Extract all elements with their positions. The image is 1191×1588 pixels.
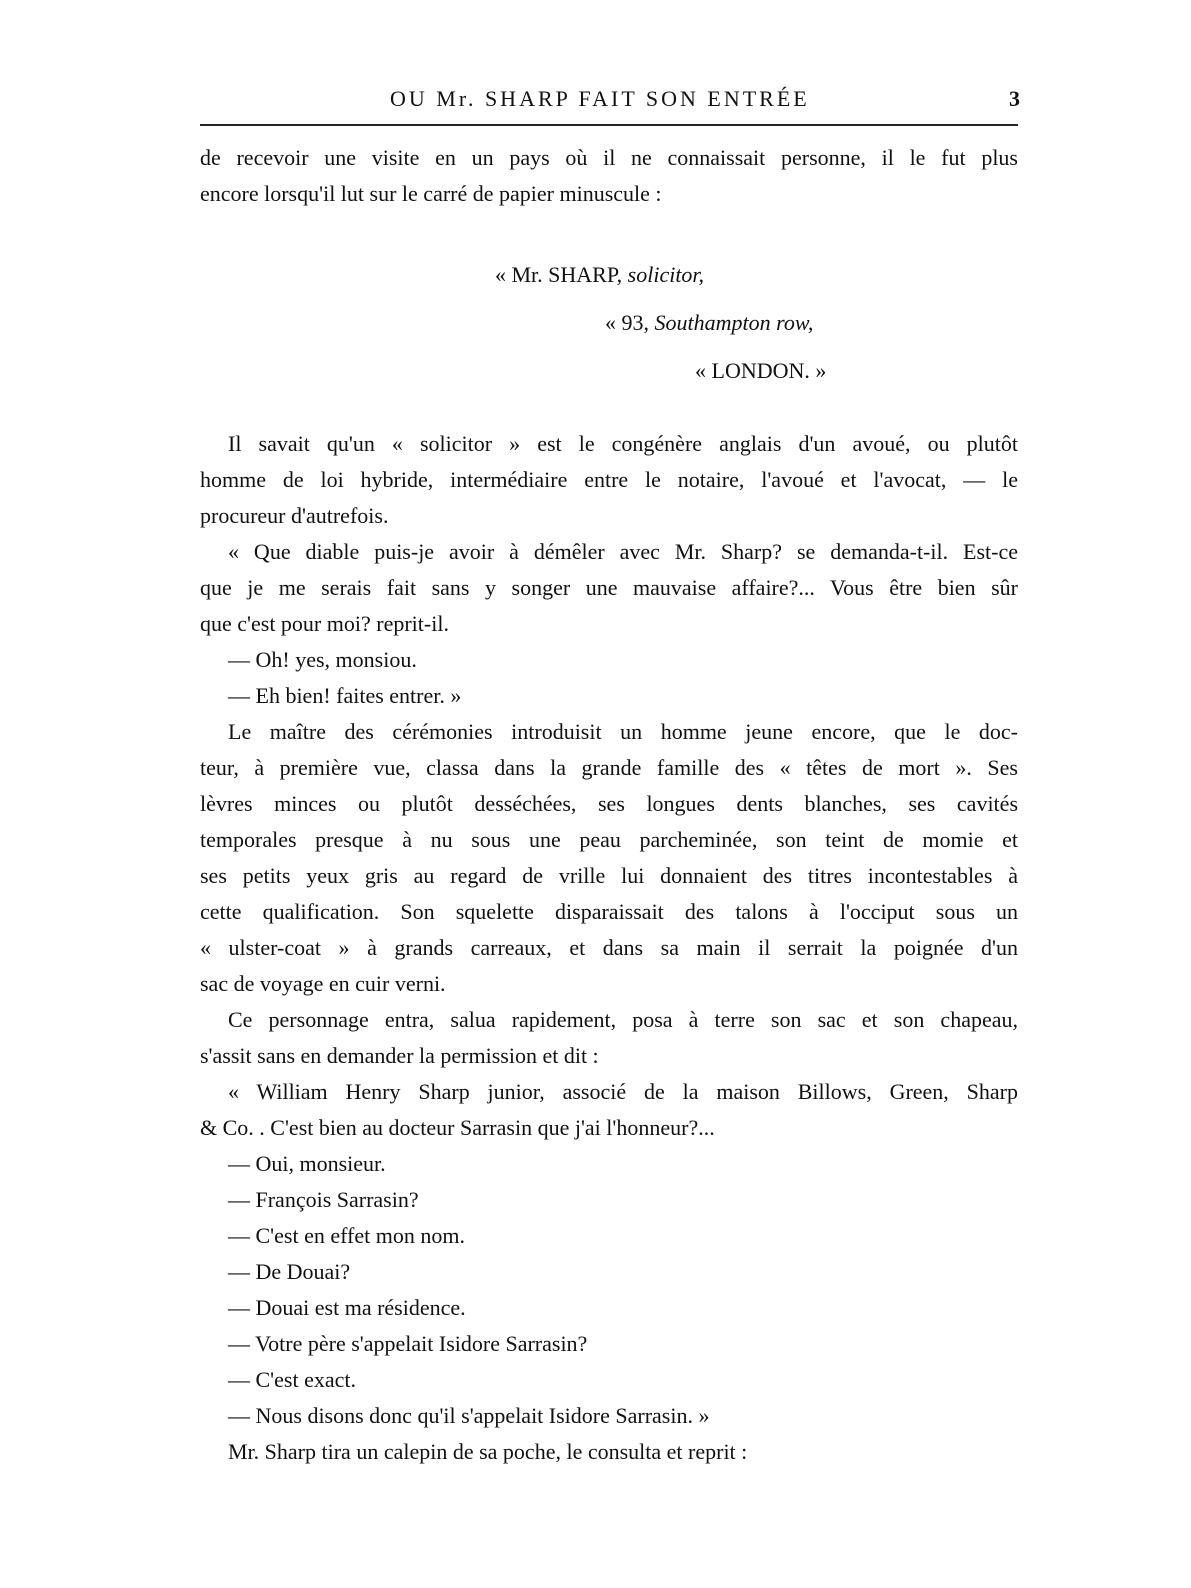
text-line: — C'est exact. xyxy=(228,1367,356,1392)
text-line: & Co. . C'est bien au docteur Sarrasin que j'ai l'honneur?... xyxy=(200,1115,715,1140)
card-name: « Mr. SHARP, xyxy=(495,262,623,287)
text-line: « Que diable puis-je avoir à démêler avec Mr. Sharp? se demanda-t-il. Est-ce xyxy=(228,539,1018,564)
text-line: — C'est en effet mon nom. xyxy=(228,1223,465,1248)
text-line: que je me serais fait sans y songer une mauvaise affaire?... Vous être bien sûr xyxy=(200,575,1018,600)
running-header xyxy=(200,82,1020,122)
text-line: que c'est pour moi? reprit-il. xyxy=(200,611,449,636)
text-line: ses petits yeux gris au regard de vrille lui donnaient des titres incontestables à xyxy=(200,863,1018,888)
text-line: temporales presque à nu sous une peau parcheminée, son teint de momie et xyxy=(200,827,1018,852)
card-city: « LONDON. » xyxy=(695,358,827,383)
text-line: lèvres minces ou plutôt desséchées, ses longues dents blanches, ses cavités xyxy=(200,791,1018,816)
text-line: « ulster-coat » à grands carreaux, et dans sa main il serrait la poignée d'un xyxy=(200,935,1018,960)
text-line: Le maître des cérémonies introduisit un homme jeune encore, que le doc- xyxy=(228,719,1018,744)
text-line: — Eh bien! faites entrer. » xyxy=(228,683,462,708)
card-number: « 93, xyxy=(605,310,649,335)
text-line: « William Henry Sharp junior, associé de la maison Billows, Green, Sharp xyxy=(228,1079,1018,1104)
text-line: Mr. Sharp tira un calepin de sa poche, le consulta et reprit : xyxy=(228,1439,748,1464)
card-line-name xyxy=(495,262,704,288)
text-line: — Oui, monsieur. xyxy=(228,1151,386,1176)
card-line-street xyxy=(605,310,813,336)
text-line: Ce personnage entra, salua rapidement, posa à terre son sac et son chapeau, xyxy=(228,1007,1018,1032)
text-line: — Oh! yes, monsiou. xyxy=(228,647,417,672)
text-line: sac de voyage en cuir verni. xyxy=(200,971,446,996)
header-rule xyxy=(200,124,1018,126)
text-line: — Votre père s'appelait Isidore Sarrasin? xyxy=(228,1331,588,1356)
text-line: homme de loi hybride, intermédiaire entre le notaire, l'avoué et l'avocat, — le xyxy=(200,467,1018,492)
text-block-2 xyxy=(200,426,1018,1470)
text-line: — Douai est ma résidence. xyxy=(228,1295,466,1320)
text-line: s'assit sans en demander la permission et dit : xyxy=(200,1043,599,1068)
text-block-1 xyxy=(200,140,1018,212)
text-line: teur, à première vue, classa dans la grande famille des « têtes de mort ». Ses xyxy=(200,755,1018,780)
text-line: Il savait qu'un « solicitor » est le congénère anglais d'un avoué, ou plutôt xyxy=(228,431,1018,456)
text-line: procureur d'autrefois. xyxy=(200,503,389,528)
text-line: — Nous disons donc qu'il s'appelait Isidore Sarrasin. » xyxy=(228,1403,710,1428)
card-role: solicitor, xyxy=(627,262,705,287)
text-line: — De Douai? xyxy=(228,1259,351,1284)
text-line: cette qualification. Son squelette disparaissait des talons à l'occiput sous un xyxy=(200,899,1018,924)
text-line: de recevoir une visite en un pays où il ne connaissait personne, il le fut plus xyxy=(200,145,1018,170)
page-number: 3 xyxy=(1009,86,1020,111)
card-street: Southampton row, xyxy=(654,310,814,335)
running-title: OU Mr. SHARP FAIT SON ENTRÉE xyxy=(390,86,810,111)
text-line: encore lorsqu'il lut sur le carré de papier minuscule : xyxy=(200,181,662,206)
text-line: — François Sarrasin? xyxy=(228,1187,419,1212)
